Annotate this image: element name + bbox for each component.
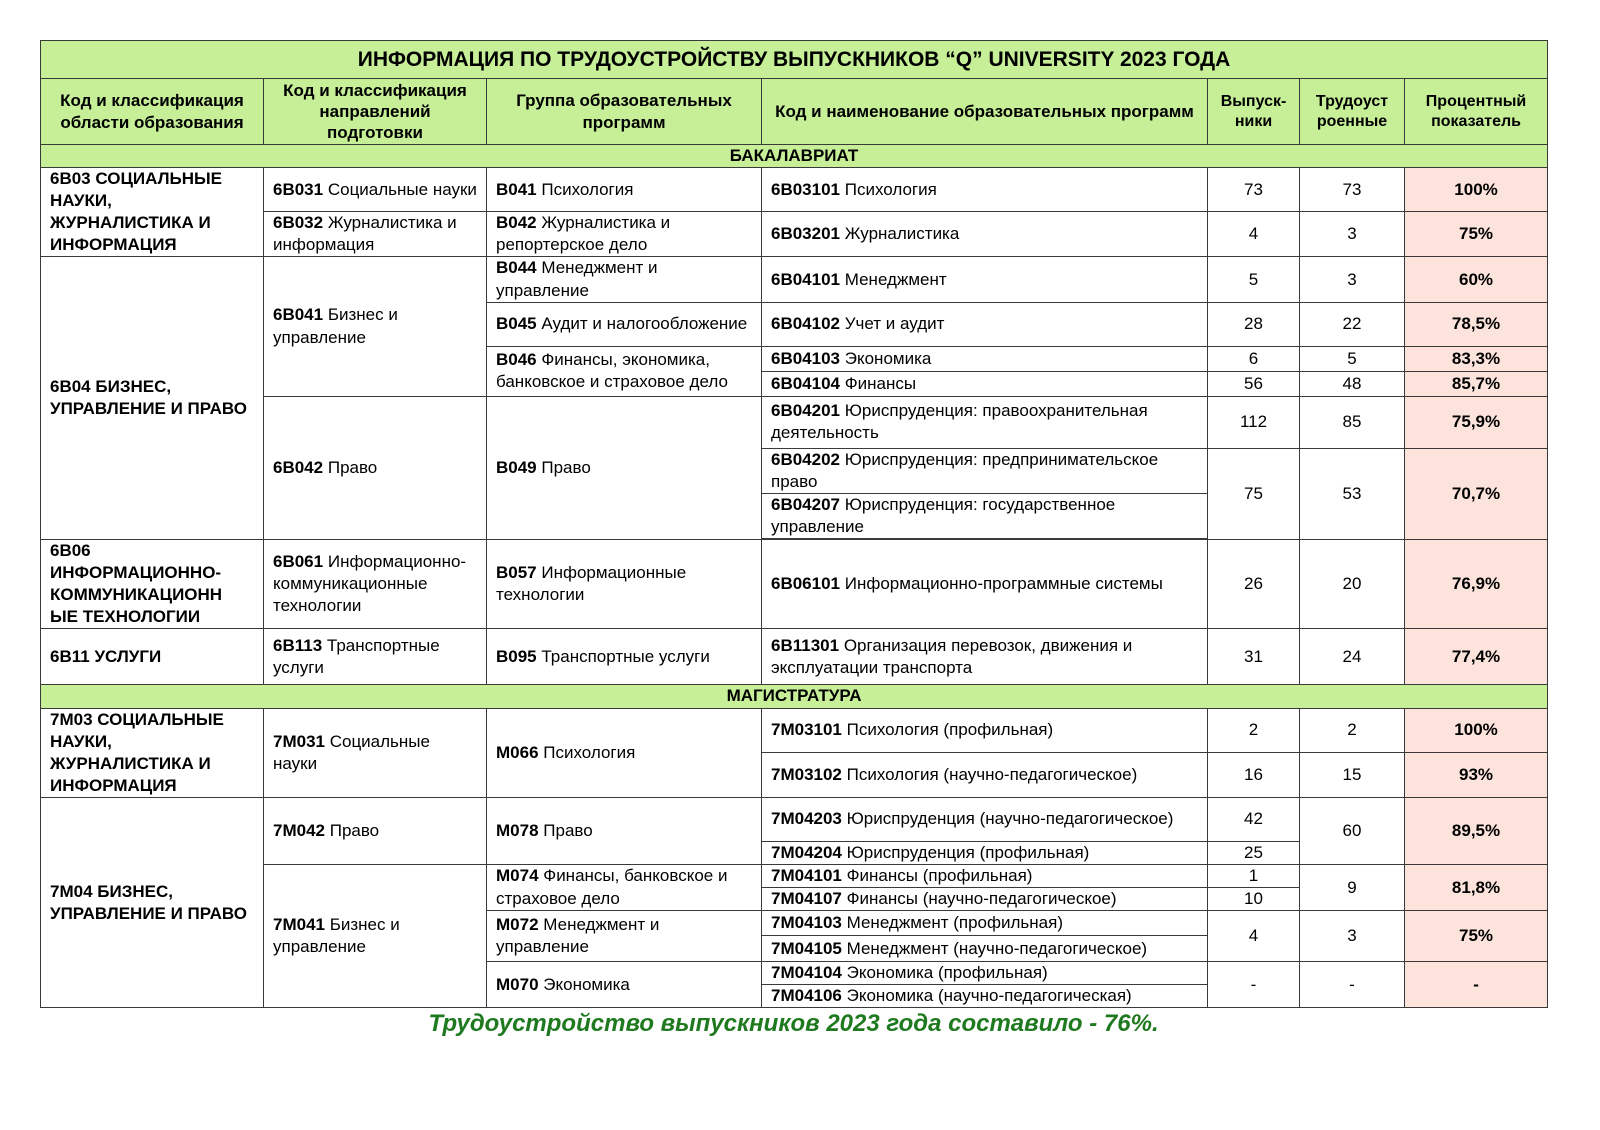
graduates-cell: 5 [1208, 257, 1300, 302]
employed-cell: 2 [1300, 708, 1405, 753]
percent-cell: 85,7% [1405, 371, 1548, 396]
program-cell: 7M03101 Психология (профильная) [762, 708, 1208, 753]
graduates-cell: 73 [1208, 168, 1300, 212]
direction-cell: 6B041 Бизнес и управление [264, 257, 487, 396]
table-title: ИНФОРМАЦИЯ ПО ТРУДОУСТРОЙСТВУ ВЫПУСКНИКОВ “Q” UNIVERSITY 2023 ГОДА [41, 41, 1548, 79]
table-row [41, 168, 1548, 212]
percent-cell: 93% [1405, 753, 1548, 798]
header-program: Код и наименование образовательных программ [762, 79, 1208, 145]
graduates-cell: 31 [1208, 629, 1300, 685]
header-percent: Процентный показатель [1405, 79, 1548, 145]
percent-cell: 81,8% [1405, 864, 1548, 910]
percent-cell: 70,7% [1405, 448, 1548, 539]
graduates-cell: 112 [1208, 396, 1300, 448]
area-cell: 6B03 СОЦИАЛЬНЫЕ НАУКИ, ЖУРНАЛИСТИКА И ИНФОРМАЦИЯ [41, 168, 264, 257]
employed-cell: 5 [1300, 346, 1405, 371]
direction-cell: 6B113 Транспортные услуги [264, 629, 487, 685]
group-cell: B095 Транспортные услуги [487, 629, 762, 685]
percent-cell: 75% [1405, 212, 1548, 257]
employed-cell: 3 [1300, 257, 1405, 302]
program-cell: 7M04105 Менеджмент (научно-педагогическое) [762, 936, 1208, 962]
group-cell: B041 Психология [487, 168, 762, 212]
table-row [41, 396, 1548, 448]
program-cell: 6B04103 Экономика [762, 346, 1208, 371]
section-master: МАГИСТРАТУРА [41, 685, 1548, 708]
graduates-cell: 56 [1208, 371, 1300, 396]
graduates-cell: 10 [1208, 888, 1300, 911]
program-cell: 7M04103 Менеджмент (профильная) [762, 911, 1208, 936]
percent-cell: 89,5% [1405, 797, 1548, 864]
program-cell: 7M04204 Юриспруденция (профильная) [762, 841, 1208, 864]
group-cell: B049 Право [487, 396, 762, 539]
direction-cell: 7M041 Бизнес и управление [264, 864, 487, 1007]
table-row [41, 540, 1548, 629]
program-cell: 7M04104 Экономика (профильная) [762, 962, 1208, 985]
graduates-cell: 4 [1208, 911, 1300, 962]
percent-cell: 75% [1405, 911, 1548, 962]
employed-cell: - [1300, 962, 1405, 1008]
graduates-cell: 2 [1208, 708, 1300, 753]
percent-cell: 78,5% [1405, 302, 1548, 346]
section-bachelor: БАКАЛАВРИАТ [41, 145, 1548, 168]
graduates-cell: 16 [1208, 753, 1300, 798]
program-cell: 6B04102 Учет и аудит [762, 302, 1208, 346]
table-row [41, 797, 1548, 841]
area-cell: 6B06 ИНФОРМАЦИОННО-КОММУНИКАЦИОНН ЫЕ ТЕХНОЛОГИИ [41, 540, 264, 629]
direction-cell: 6B061 Информационно-коммуникационные технологии [264, 540, 487, 629]
direction-cell: 6B031 Социальные науки [264, 168, 487, 212]
program-cell: 7M04101 Финансы (профильная) [762, 864, 1208, 887]
percent-cell: 100% [1405, 708, 1548, 753]
table-row [41, 257, 1548, 302]
direction-cell: 6B032 Журналистика и информация [264, 212, 487, 257]
group-cell: M070 Экономика [487, 962, 762, 1008]
percent-cell: 76,9% [1405, 540, 1548, 629]
employed-cell: 60 [1300, 797, 1405, 864]
employment-table [40, 40, 1548, 1008]
percent-cell: 60% [1405, 257, 1548, 302]
header-employed: Трудоуст роенные [1300, 79, 1405, 145]
employed-cell: 20 [1300, 540, 1405, 629]
employed-cell: 15 [1300, 753, 1405, 798]
header-area: Код и классификация области образования [41, 79, 264, 145]
program-cell: 6B06101 Информационно-программные системы [762, 540, 1208, 629]
area-cell: 6B04 БИЗНЕС, УПРАВЛЕНИЕ И ПРАВО [41, 257, 264, 540]
table-row [41, 629, 1548, 685]
graduates-cell: - [1208, 962, 1300, 1008]
program-cell: 6B03201 Журналистика [762, 212, 1208, 257]
program-cell: 7M04107 Финансы (научно-педагогическое) [762, 888, 1208, 911]
graduates-cell: 25 [1208, 841, 1300, 864]
program-cell: 6B04104 Финансы [762, 371, 1208, 396]
direction-cell: 7M031 Социальные науки [264, 708, 487, 797]
group-cell: B046 Финансы, экономика, банковское и страховое дело [487, 346, 762, 396]
group-cell: B057 Информационные технологии [487, 540, 762, 629]
program-cell: 6B04201 Юриспруденция: правоохранительная деятельность [762, 396, 1208, 448]
employed-cell: 48 [1300, 371, 1405, 396]
graduates-cell: 26 [1208, 540, 1300, 629]
area-cell: 7M03 СОЦИАЛЬНЫЕ НАУКИ, ЖУРНАЛИСТИКА И ИНФОРМАЦИЯ [41, 708, 264, 797]
graduates-cell: 75 [1208, 448, 1300, 539]
header-group: Группа образовательных программ [487, 79, 762, 145]
percent-cell: 100% [1405, 168, 1548, 212]
program-cell: 6B11301 Организация перевозок, движения и эксплуатации транспорта [762, 629, 1208, 685]
graduates-cell: 1 [1208, 864, 1300, 887]
program-cell: 6B04101 Менеджмент [762, 257, 1208, 302]
graduates-cell: 4 [1208, 212, 1300, 257]
employed-cell: 3 [1300, 911, 1405, 962]
program-cell: 7M04106 Экономика (научно-педагогическая) [762, 985, 1208, 1008]
percent-cell: 83,3% [1405, 346, 1548, 371]
employed-cell: 24 [1300, 629, 1405, 685]
table-row [41, 708, 1548, 753]
direction-cell: 7M042 Право [264, 797, 487, 864]
header-direction: Код и классификация направлений подготовки [264, 79, 487, 145]
graduates-cell: 28 [1208, 302, 1300, 346]
program-cell: 7M04203 Юриспруденция (научно-педагогическое) [762, 797, 1208, 841]
area-cell: 6B11 УСЛУГИ [41, 629, 264, 685]
direction-cell: 6B042 Право [264, 396, 487, 539]
group-cell: B044 Менеджмент и управление [487, 257, 762, 302]
program-cell: 6B04202 Юриспруденция: предпринимательское право [762, 448, 1208, 493]
employed-cell: 53 [1300, 448, 1405, 539]
program-cell: 6B03101 Психология [762, 168, 1208, 212]
group-cell: M072 Менеджмент и управление [487, 911, 762, 962]
group-cell: B045 Аудит и налогообложение [487, 302, 762, 346]
employed-cell: 9 [1300, 864, 1405, 910]
table-row [41, 864, 1548, 887]
graduates-cell: 42 [1208, 797, 1300, 841]
area-cell: 7M04 БИЗНЕС, УПРАВЛЕНИЕ И ПРАВО [41, 797, 264, 1007]
employed-cell: 85 [1300, 396, 1405, 448]
footer-summary: Трудоустройство выпускников 2023 года составило - 76%. [428, 1010, 1159, 1037]
group-cell: M078 Право [487, 797, 762, 864]
graduates-cell: 6 [1208, 346, 1300, 371]
employed-cell: 73 [1300, 168, 1405, 212]
percent-cell: 75,9% [1405, 396, 1548, 448]
percent-cell: 77,4% [1405, 629, 1548, 685]
group-cell: B042 Журналистика и репортерское дело [487, 212, 762, 257]
employed-cell: 3 [1300, 212, 1405, 257]
group-cell: M074 Финансы, банковское и страховое дело [487, 864, 762, 910]
percent-cell: - [1405, 962, 1548, 1008]
program-cell: 6B04207 Юриспруденция: государственное управление [762, 493, 1208, 538]
group-cell: M066 Психология [487, 708, 762, 797]
header-graduates: Выпуск-ники [1208, 79, 1300, 145]
employed-cell: 22 [1300, 302, 1405, 346]
program-cell: 7M03102 Психология (научно-педагогическое) [762, 753, 1208, 798]
table-row [41, 212, 1548, 257]
